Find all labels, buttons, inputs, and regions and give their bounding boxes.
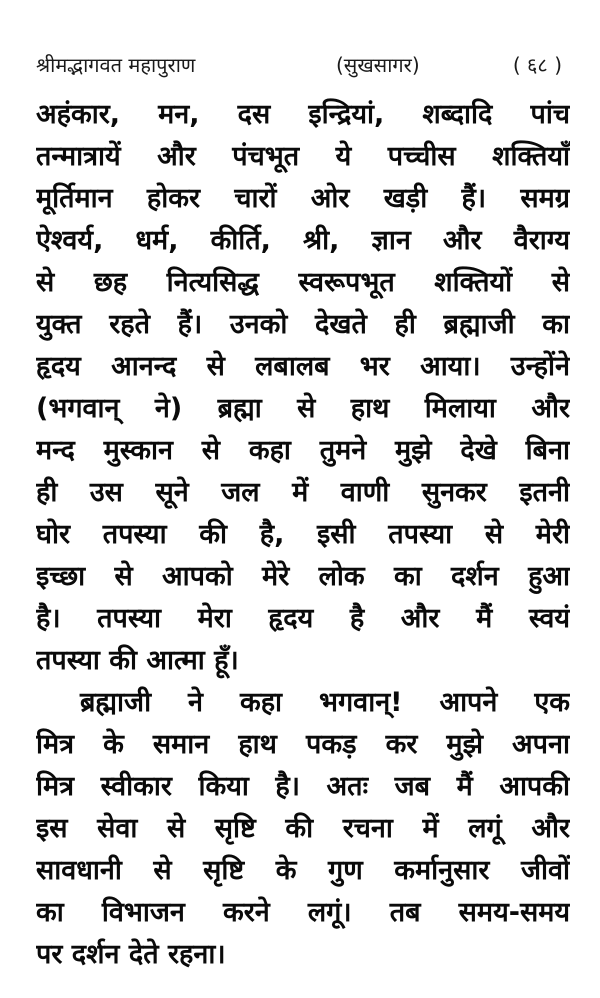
- paragraph-1: [36, 94, 570, 682]
- body-text: [36, 94, 570, 976]
- text-line: मन्द मुस्कान से कहा तुमने मुझे देखे बिना: [36, 435, 570, 466]
- text-line: इस सेवा से सृष्टि की रचना में लगूं और: [36, 813, 570, 844]
- book-title: श्रीमद्भागवत महापुराण: [36, 53, 196, 77]
- page-number: ( ६८ ): [512, 53, 562, 77]
- paragraph-2: [36, 682, 570, 976]
- text-line: ऐश्वर्य, धर्म, कीर्ति, श्री, ज्ञान और वैराग्य: [36, 225, 570, 256]
- text-line: युक्त रहते हैं। उनको देखते ही ब्रह्माजी का: [36, 309, 570, 340]
- text-line: सावधानी से सृष्टि के गुण कर्मानुसार जीवों: [36, 855, 570, 886]
- text-line: से छह नित्यसिद्ध स्वरूपभूत शक्तियों से: [36, 267, 570, 298]
- page-header: [36, 50, 570, 80]
- text-line: ही उस सूने जल में वाणी सुनकर इतनी: [36, 477, 570, 508]
- text-line: का विभाजन करने लगूं। तब समय-समय: [36, 897, 570, 928]
- text-line: (भगवान् ने) ब्रह्मा से हाथ मिलाया और: [36, 393, 570, 424]
- section-title: (सुखसागर): [336, 53, 420, 77]
- text-line: इच्छा से आपको मेरे लोक का दर्शन हुआ: [36, 561, 570, 592]
- text-line: हृदय आनन्द से लबालब भर आया। उन्होंने: [36, 351, 570, 382]
- text-line: अहंकार, मन, दस इन्द्रियां, शब्दादि पांच: [36, 99, 570, 130]
- text-line: घोर तपस्या की है, इसी तपस्या से मेरी: [36, 519, 570, 550]
- text-line: मित्र स्वीकार किया है। अतः जब मैं आपकी: [36, 771, 570, 802]
- text-line: तन्मात्रायें और पंचभूत ये पच्चीस शक्तियाँ: [36, 141, 570, 172]
- text-line: है। तपस्या मेरा हृदय है और मैं स्वयं: [36, 603, 570, 634]
- text-line: ब्रह्माजी ने कहा भगवान्! आपने एक: [80, 687, 570, 718]
- text-line: मूर्तिमान होकर चारों ओर खड़ी हैं। समग्र: [36, 183, 570, 214]
- text-line: पर दर्शन देते रहना।: [36, 939, 226, 970]
- text-line: तपस्या की आत्मा हूँ।: [36, 645, 239, 676]
- text-line: मित्र के समान हाथ पकड़ कर मुझे अपना: [36, 729, 570, 760]
